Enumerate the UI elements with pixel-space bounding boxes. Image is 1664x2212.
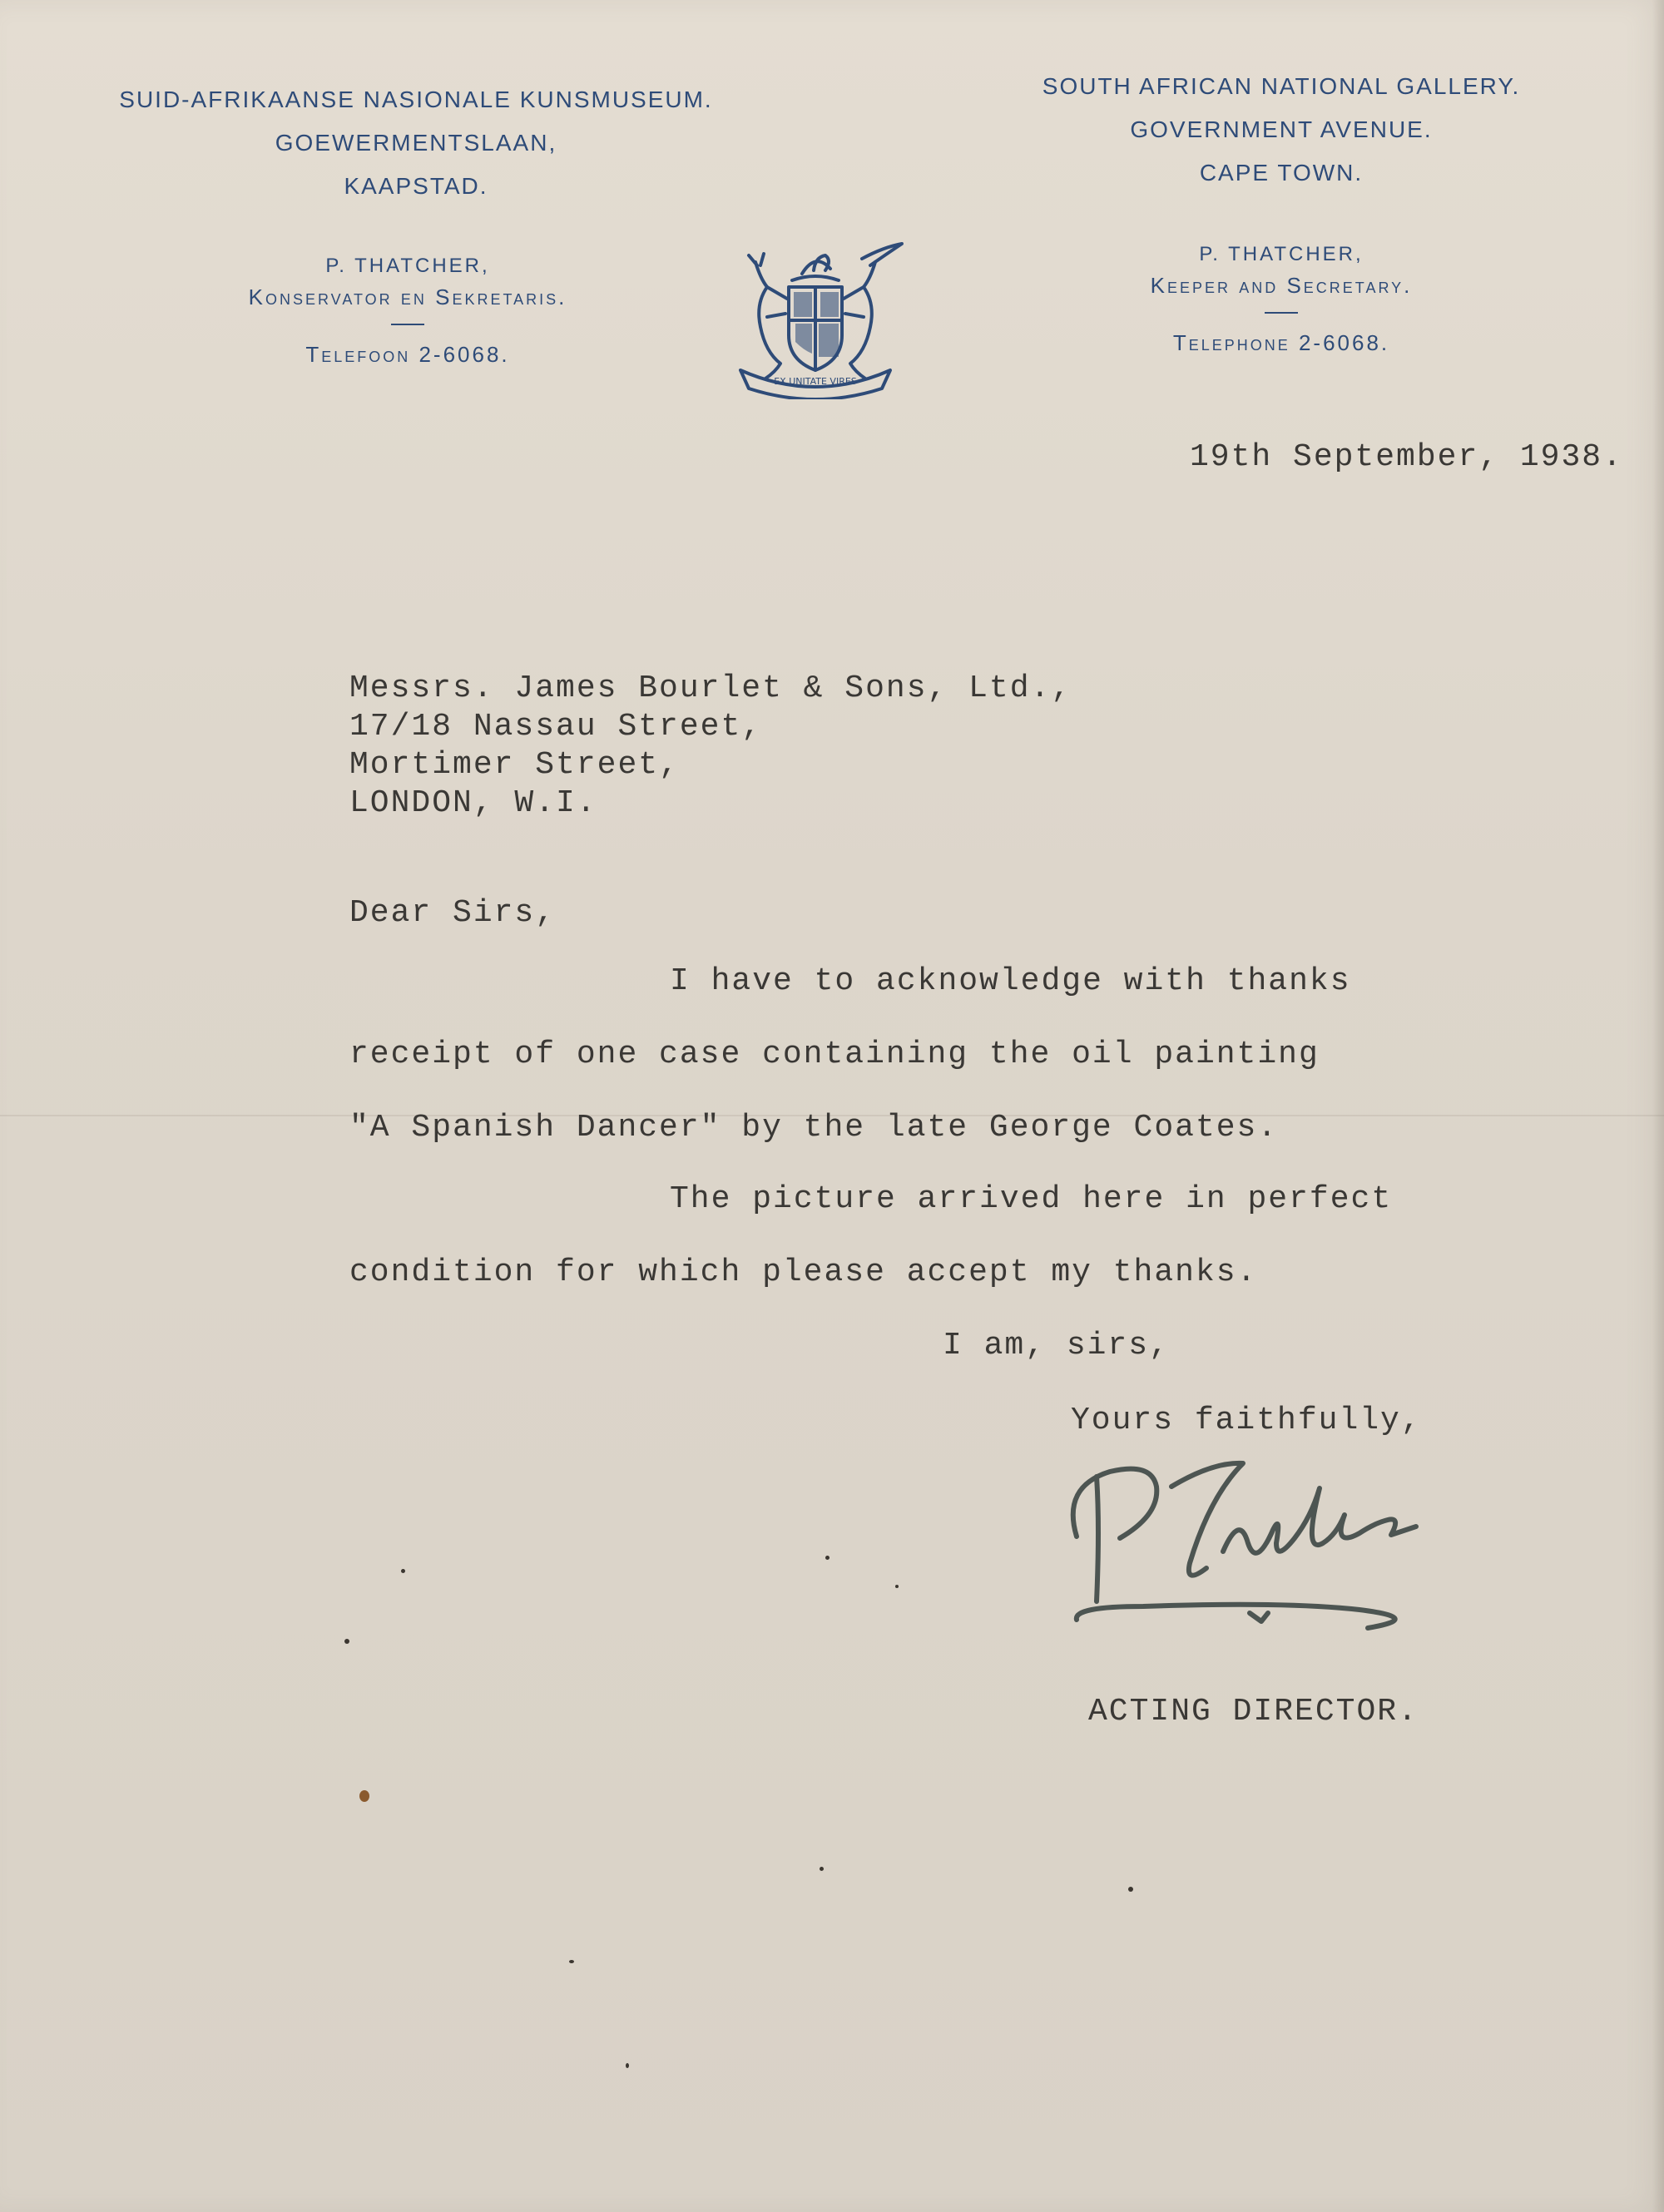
letterhead-right bbox=[957, 65, 1606, 195]
letterhead-right-keeper bbox=[957, 236, 1606, 356]
letterhead-left-line3: KAAPSTAD. bbox=[344, 173, 488, 199]
letterhead-right-phone: Telephone 2-6068. bbox=[1172, 330, 1390, 355]
body-line-4: The picture arrived here in perfect bbox=[670, 1181, 1393, 1217]
handwritten-signature bbox=[1065, 1443, 1514, 1643]
letterhead-right-line1: SOUTH AFRICAN NATIONAL GALLERY. bbox=[1042, 73, 1521, 99]
closing-line-1: I am, sirs, bbox=[943, 1328, 1170, 1363]
address-line-1: Messrs. James Bourlet & Sons, Ltd., bbox=[349, 671, 1072, 706]
letterhead-right-name: P. THATCHER, bbox=[1199, 243, 1364, 265]
paper-speck bbox=[401, 1569, 405, 1573]
letterhead-left-role: Konservator en Sekretaris. bbox=[248, 285, 567, 309]
address-line-4: LONDON, W.I. bbox=[349, 785, 597, 821]
letterhead-right-rule bbox=[1265, 312, 1298, 314]
signatory-title: ACTING DIRECTOR. bbox=[1088, 1694, 1419, 1730]
paper-speck bbox=[895, 1585, 899, 1588]
letterhead-left-line1: SUID-AFRIKAANSE NASIONALE KUNSMUSEUM. bbox=[119, 87, 713, 112]
letterhead-left-rule bbox=[391, 324, 424, 325]
paper-speck bbox=[1128, 1887, 1133, 1892]
paper-edge-shadow bbox=[1652, 0, 1664, 2212]
letterhead-right-role: Keeper and Secretary. bbox=[1150, 273, 1413, 298]
salutation: Dear Sirs, bbox=[349, 895, 557, 931]
letterhead-left-name: P. THATCHER, bbox=[325, 255, 490, 277]
letterhead-left-phone: Telefoon 2-6068. bbox=[305, 342, 510, 367]
body-line-2: receipt of one case containing the oil painting bbox=[349, 1037, 1320, 1072]
paper-speck bbox=[820, 1867, 824, 1871]
letterhead-left-keeper bbox=[75, 248, 740, 368]
letterhead-right-line2: GOVERNMENT AVENUE. bbox=[1130, 116, 1433, 142]
letterhead-left bbox=[75, 78, 757, 208]
address-line-2: 17/18 Nassau Street, bbox=[349, 709, 763, 745]
crest-motto: EX UNITATE VIRES bbox=[774, 376, 857, 387]
address-line-3: Mortimer Street, bbox=[349, 747, 680, 783]
paper-speck bbox=[569, 1960, 574, 1963]
paper-speck bbox=[344, 1639, 349, 1644]
letterhead-right-line3: CAPE TOWN. bbox=[1199, 160, 1364, 186]
closing-line-2: Yours faithfully, bbox=[1071, 1403, 1422, 1438]
body-line-5: condition for which please accept my thanks. bbox=[349, 1254, 1258, 1290]
letterhead-left-line2: GOEWERMENTSLAAN, bbox=[275, 130, 557, 156]
foxing-spot bbox=[359, 1790, 369, 1802]
body-line-1: I have to acknowledge with thanks bbox=[670, 963, 1351, 999]
paper-speck bbox=[626, 2063, 629, 2068]
paper-speck bbox=[825, 1556, 830, 1560]
body-line-3: "A Spanish Dancer" by the late George Coates. bbox=[349, 1110, 1279, 1146]
letter-date: 19th September, 1938. bbox=[1190, 439, 1623, 475]
coat-of-arms-icon bbox=[716, 237, 915, 399]
